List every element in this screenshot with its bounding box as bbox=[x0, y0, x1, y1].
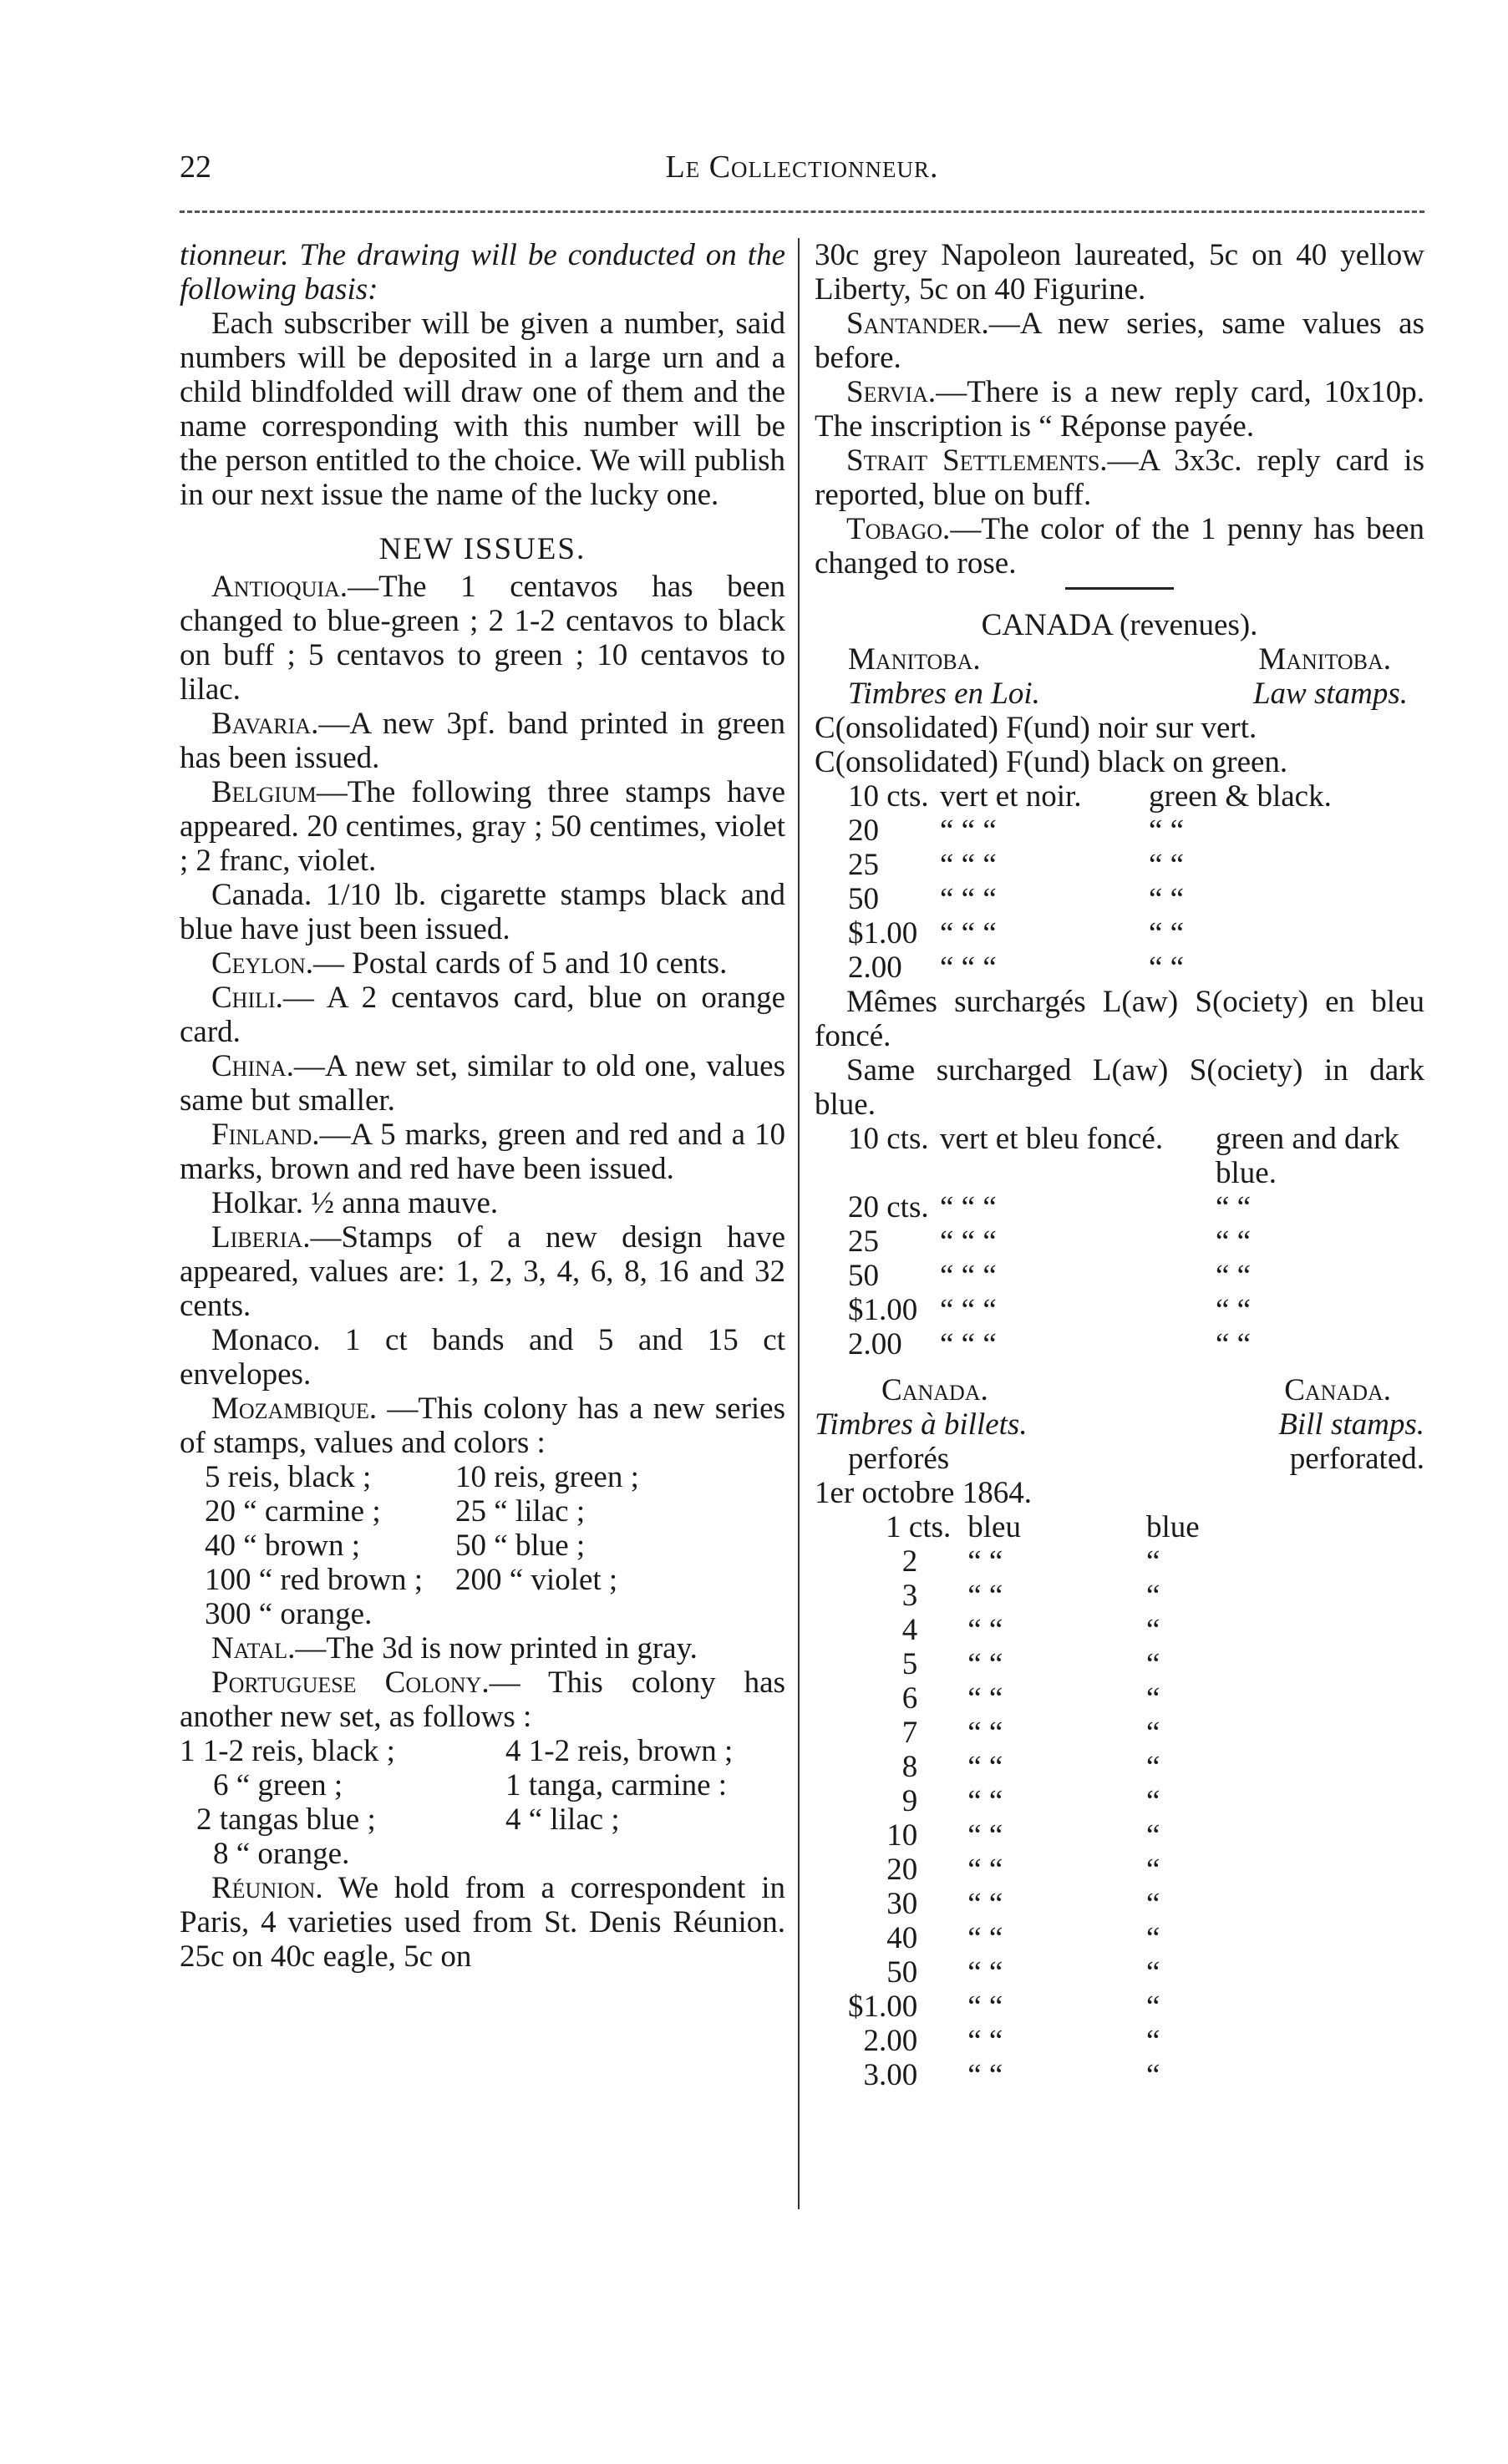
bill-stamps-label: Bill stamps. bbox=[1278, 1407, 1424, 1442]
table-row: 10 cts. vert et bleu foncé. green and dark blue. bbox=[848, 1122, 1399, 1190]
perforated-label: perforated. bbox=[1289, 1442, 1424, 1476]
entry-ceylon: Ceylon.— Postal cards of 5 and 10 cents. bbox=[211, 946, 728, 981]
table-row: 30 “ “ “ bbox=[886, 1887, 1160, 1921]
table-row: 50 “ “ “ “ “ bbox=[848, 882, 1185, 916]
law-subheadings bbox=[815, 677, 1424, 711]
canada-heading-fr: Canada. bbox=[881, 1373, 988, 1407]
bill-subheadings bbox=[815, 1407, 1424, 1442]
entry-reunion: Réunion. We hold from a correspondent in Paris, 4 varieties used from St. Denis Réunion. 25c on 40c eagle, 5c on bbox=[180, 1871, 785, 1974]
table-row: 10 “ “ “ bbox=[886, 1818, 1160, 1853]
entry-mozambique: Mozambique. —This colony has a new series of stamps, values and colors : bbox=[180, 1392, 785, 1460]
table-row: 25 “ “ “ “ “ bbox=[848, 1224, 1252, 1259]
entry-canada: Canada. 1/10 lb. cigarette stamps black and blue have just been issued. bbox=[180, 878, 785, 946]
running-title: Le Collectionneur. bbox=[665, 150, 939, 185]
table-row: 25 “ “ “ “ “ bbox=[848, 848, 1185, 882]
law-society-table bbox=[848, 1122, 1424, 1361]
table-row: 100 “ red brown ; 200 “ violet ; bbox=[205, 1563, 618, 1597]
timbres-en-loi-label: Timbres en Loi. bbox=[848, 677, 1040, 711]
table-row: 40 “ “ “ bbox=[886, 1921, 1160, 1955]
entry-portuguese-colony: Portuguese Colony.— This colony has another new set, as follows : bbox=[180, 1665, 785, 1734]
cf-line-en: C(onsolidated) F(und) black on green. bbox=[815, 745, 1288, 779]
table-row: 20 “ carmine ; 25 “ lilac ; bbox=[205, 1494, 586, 1529]
portuguese-values-table bbox=[180, 1734, 781, 1871]
table-row: 3 “ “ “ bbox=[901, 1579, 1160, 1613]
bill-stamps-table bbox=[848, 1510, 1200, 2092]
table-row: 2 “ “ “ bbox=[901, 1544, 1160, 1579]
mozambique-values-table bbox=[205, 1460, 739, 1631]
entry-bavaria: Bavaria.—A new 3pf. band printed in green has been issued. bbox=[180, 707, 785, 775]
table-row: 5 “ “ “ bbox=[901, 1647, 1160, 1681]
column-divider bbox=[798, 238, 800, 2209]
table-row: 20 “ “ “ “ “ bbox=[848, 814, 1185, 848]
entry-liberia: Liberia.—Stamps of a new design have appeared, values are: 1, 2, 3, 4, 6, 8, 16 and 32 cents. bbox=[180, 1220, 785, 1323]
perforation-labels bbox=[815, 1442, 1424, 1476]
table-row: 2 tangas blue ; 4 “ lilac ; bbox=[196, 1802, 620, 1837]
table-row: 20 cts. “ “ “ “ “ bbox=[848, 1190, 1252, 1224]
issue-date: 1er octobre 1864. bbox=[815, 1476, 1032, 1510]
new-issues-heading: NEW ISSUES. bbox=[378, 532, 586, 566]
table-row: $1.00 “ “ “ “ “ bbox=[848, 1293, 1252, 1327]
table-row: 1 cts. bleu blue bbox=[886, 1510, 1200, 1544]
table-row: 40 “ brown ; 50 “ blue ; bbox=[205, 1529, 586, 1563]
entry-belgium: Belgium—The following three stamps have appeared. 20 centimes, gray ; 50 centimes, violet ; 2 franc, violet. bbox=[180, 775, 785, 878]
entry-chili: Chili.— A 2 centavos card, blue on orange card. bbox=[180, 981, 785, 1049]
table-row: 8 “ “ “ bbox=[901, 1750, 1160, 1784]
table-row: 6 “ “ “ bbox=[901, 1681, 1160, 1716]
table-row: $1.00 “ “ “ bbox=[848, 1990, 1160, 2024]
entry-tobago: Tobago.—The color of the 1 penny has been changed to rose. bbox=[815, 512, 1424, 581]
table-row: 9 “ “ “ bbox=[901, 1784, 1160, 1818]
paragraph: Each subscriber will be given a number, said numbers will be deposited in a large urn and a child blindfolded will draw one of them and the name corresponding with this number will be the person entitled to the choice. We will publish in our next issue the name of the lucky one. bbox=[180, 307, 785, 512]
canada-heading-en: Canada. bbox=[1284, 1373, 1391, 1407]
entry-holkar: Holkar. ½ anna mauve. bbox=[211, 1186, 499, 1220]
paragraph-text: tionneur. The drawing will be conducted on the following basis: bbox=[180, 238, 785, 307]
paragraph: 30c grey Napoleon laureated, 5c on 40 yellow Liberty, 5c on 40 Figurine. bbox=[815, 238, 1424, 307]
table-row: 4 “ “ “ bbox=[901, 1613, 1160, 1647]
table-row: $1.00 “ “ “ “ “ bbox=[848, 916, 1185, 951]
table-row: 6 “ green ; 1 tanga, carmine : bbox=[213, 1768, 728, 1802]
table-row: 20 “ “ “ bbox=[886, 1853, 1160, 1887]
left-column bbox=[180, 238, 785, 1974]
table-row: 10 cts. vert et noir. green & black. bbox=[848, 779, 1332, 814]
entry-finland: Finland.—A 5 marks, green and red and a 10 marks, brown and red have been issued. bbox=[180, 1118, 785, 1186]
entry-strait-settlements: Strait Settlements.—A 3x3c. reply card is reported, blue on buff. bbox=[815, 444, 1424, 512]
table-row: 3.00 “ “ “ bbox=[863, 2058, 1160, 2092]
table-row: 50 “ “ “ “ “ bbox=[848, 1259, 1252, 1293]
entry-natal: Natal.—The 3d is now printed in gray. bbox=[211, 1631, 698, 1665]
surcharge-fr: Mêmes surchargés L(aw) S(ociety) en bleu foncé. bbox=[815, 985, 1424, 1053]
section-rule bbox=[1065, 587, 1174, 590]
canada-bill-headings bbox=[815, 1361, 1424, 1407]
manitoba-headings bbox=[815, 642, 1424, 677]
entry-servia: Servia.—There is a new reply card, 10x10p. The inscription is “ Réponse payée. bbox=[815, 375, 1424, 444]
table-row: 300 “ orange. bbox=[205, 1597, 373, 1631]
header-rule bbox=[180, 210, 1424, 213]
law-stamps-table bbox=[848, 779, 1408, 985]
table-row: 2.00 “ “ “ “ “ bbox=[848, 951, 1185, 985]
paragraph bbox=[180, 238, 785, 307]
manitoba-heading-en: Manitoba. bbox=[1258, 642, 1391, 677]
right-column bbox=[815, 238, 1424, 2092]
table-row: 7 “ “ “ bbox=[901, 1716, 1160, 1750]
table-row: 50 “ “ “ bbox=[886, 1955, 1160, 1990]
cf-line-fr: C(onsolidated) F(und) noir sur vert. bbox=[815, 711, 1257, 745]
table-row: 2.00 “ “ “ bbox=[863, 2024, 1160, 2058]
canada-revenues-heading: CANADA (revenues). bbox=[981, 608, 1258, 642]
timbres-a-billets-label: Timbres à billets. bbox=[815, 1407, 1028, 1442]
table-row: 8 “ orange. bbox=[213, 1837, 350, 1871]
law-stamps-label: Law stamps. bbox=[1252, 677, 1408, 711]
page-number: 22 bbox=[180, 150, 211, 185]
entry-antioquia: Antioquia.—The 1 centavos has been changed to blue-green ; 2 1-2 centavos to black on buff ; 5 centavos to green ; 10 centavos to lilac. bbox=[180, 570, 785, 707]
table-row: 5 reis, black ; 10 reis, green ; bbox=[205, 1460, 639, 1494]
perfores-label: perforés bbox=[848, 1442, 950, 1476]
page-header bbox=[180, 149, 1424, 190]
table-row: 1 1-2 reis, black ; 4 1-2 reis, brown ; bbox=[180, 1734, 734, 1768]
entry-santander: Santander.—A new series, same values as before. bbox=[815, 307, 1424, 375]
entry-monaco: Monaco. 1 ct bands and 5 and 15 ct envelopes. bbox=[180, 1323, 785, 1392]
manitoba-heading-fr: Manitoba. bbox=[848, 642, 981, 677]
entry-china: China.—A new set, similar to old one, values same but smaller. bbox=[180, 1049, 785, 1118]
table-row: 2.00 “ “ “ “ “ bbox=[848, 1327, 1252, 1361]
surcharge-en: Same surcharged L(aw) S(ociety) in dark blue. bbox=[815, 1053, 1424, 1122]
